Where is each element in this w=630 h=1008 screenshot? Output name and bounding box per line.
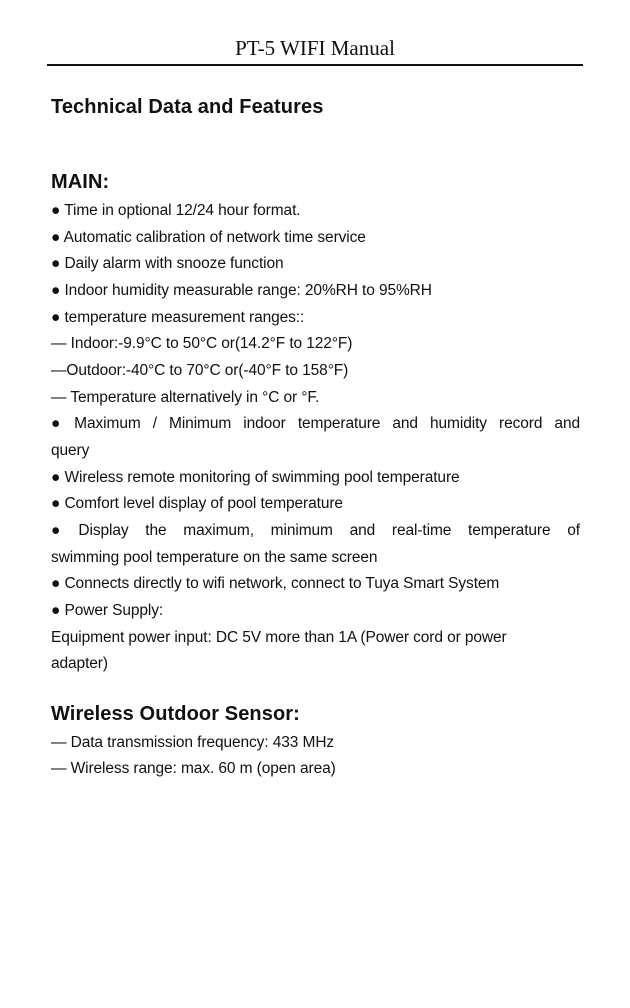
feature-line: ● temperature measurement ranges:: xyxy=(51,308,305,326)
page-header xyxy=(47,34,583,66)
section-heading: Technical Data and Features xyxy=(51,96,324,118)
feature-line: ● Time in optional 12/24 hour format. xyxy=(51,202,301,219)
feature-line: ● Indoor humidity measurable range: 20%RH to 95%RH xyxy=(51,281,432,299)
feature-line: query xyxy=(51,441,90,459)
feature-line: swimming pool temperature on the same screen xyxy=(51,548,378,566)
feature-line: ● Power Supply: xyxy=(51,601,164,619)
feature-line: —Outdoor:-40°C to 70°C or(-40°F to 158°F) xyxy=(51,361,349,379)
feature-line: adapter) xyxy=(51,655,108,673)
feature-line: ● Daily alarm with snooze function xyxy=(51,255,284,273)
feature-line: ● Wireless remote monitoring of swimming pool temperature xyxy=(51,468,460,486)
feature-line: ● Connects directly to wifi network, connect to Tuya Smart System xyxy=(51,575,500,593)
feature-line: — Indoor:-9.9°C to 50°C or(14.2°F to 122°F) xyxy=(51,335,353,353)
main-section-title: MAIN: xyxy=(51,171,110,193)
wireless-feature-list xyxy=(51,730,580,783)
document-body xyxy=(51,91,580,783)
feature-line: ● Comfort level display of pool temperature xyxy=(51,495,343,513)
feature-line: ● Automatic calibration of network time service xyxy=(51,228,366,246)
feature-line: — Temperature alternatively in °C or °F. xyxy=(51,388,320,406)
feature-line: — Wireless range: max. 60 m (open area) xyxy=(51,760,336,778)
feature-line: ● Maximum / Minimum indoor temperature and humidity record and xyxy=(51,415,580,433)
feature-line: ● Display the maximum, minimum and real-time temperature of xyxy=(51,521,580,539)
manual-title: PT-5 WIFI Manual xyxy=(235,36,395,60)
wireless-section-title: Wireless Outdoor Sensor: xyxy=(51,702,300,725)
feature-line: — Data transmission frequency: 433 MHz xyxy=(51,733,335,751)
main-feature-list xyxy=(51,198,580,678)
feature-line: Equipment power input: DC 5V more than 1A (Power cord or power xyxy=(51,628,507,646)
